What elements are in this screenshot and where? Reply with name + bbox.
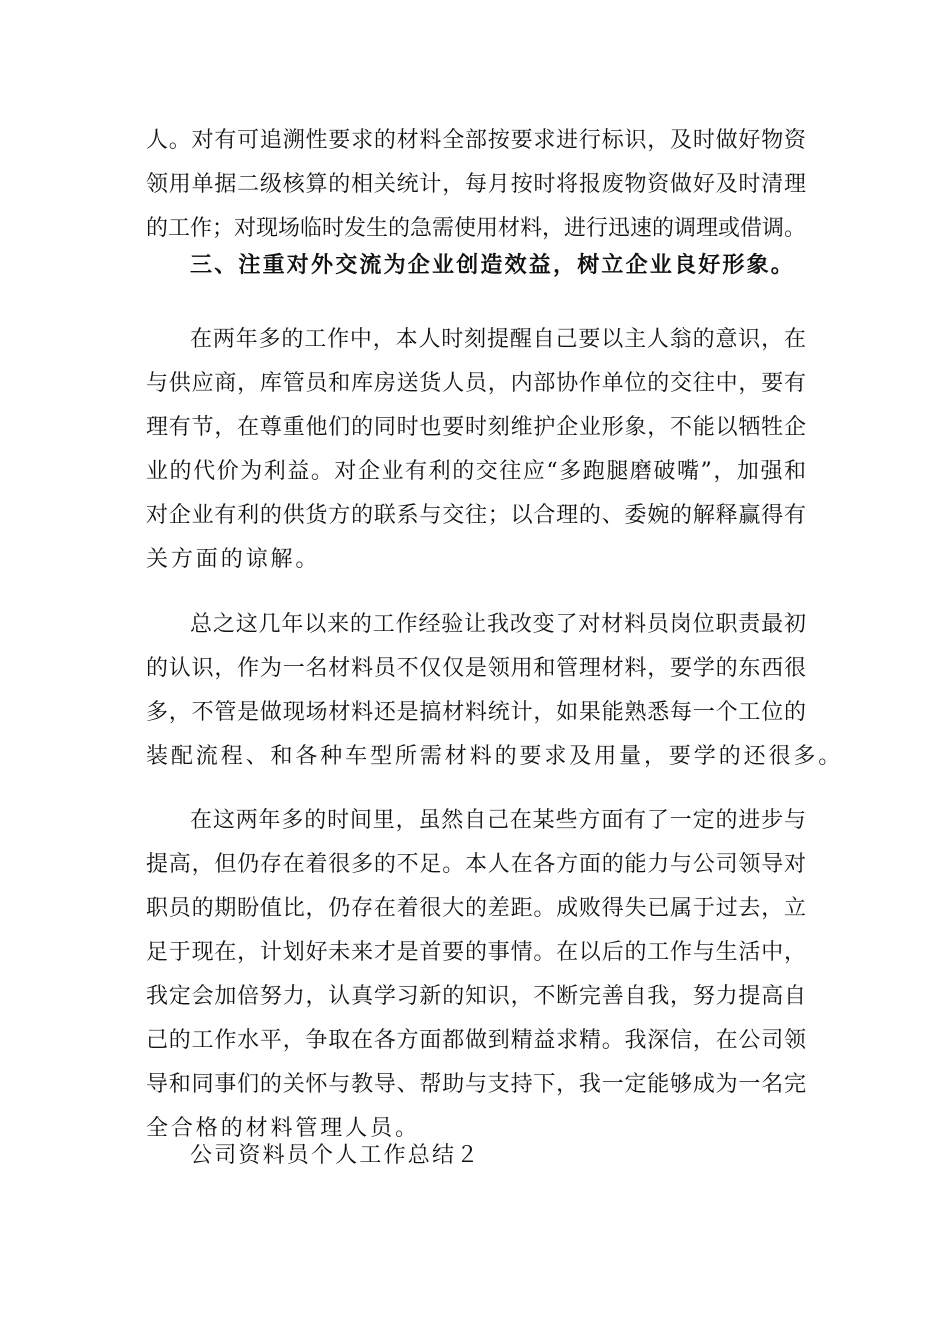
paragraph-future-plan	[146, 799, 806, 1151]
text-line: 理有节，在尊重他们的同时也要时刻维护企业形象，不能以牺牲企	[146, 415, 806, 440]
text-line: 业的代价为利益。对企业有利的交往应“多跑腿磨破嘴”，加强和	[146, 459, 806, 484]
text-line: 关方面的谅解。	[146, 547, 321, 572]
text-line: 己的工作水平，争取在各方面都做到精益求精。我深信，在公司领	[146, 1028, 806, 1053]
section-title-2	[146, 1134, 806, 1178]
heading-text: 三、注重对外交流为企业创造效益，树立企业良好形象。	[190, 252, 796, 278]
text-line: 提高，但仍存在着很多的不足。本人在各方面的能力与公司领导对	[146, 852, 806, 877]
text-line: 我定会加倍努力，认真学习新的知识，不断完善自我，努力提高自	[146, 984, 806, 1009]
text-line: 对企业有利的供货方的联系与交往；以合理的、委婉的解释赢得有	[146, 503, 806, 528]
text-line: 的工作；对现场临时发生的急需使用材料，进行迅速的调理或借调。	[146, 216, 807, 241]
section-title-text: 公司资料员个人工作总结２	[190, 1143, 481, 1168]
text-line: 的认识，作为一名材料员不仅仅是领用和管理材料，要学的东西很	[146, 656, 806, 681]
text-line: 在这两年多的时间里，虽然自己在某些方面有了一定的进步与	[190, 808, 806, 833]
paragraph-summary	[146, 603, 844, 779]
text-line: 足于现在，计划好未来才是首要的事情。在以后的工作与生活中，	[146, 940, 806, 965]
paragraph-external-exchange	[146, 318, 806, 582]
text-line: 领用单据二级核算的相关统计，每月按时将报废物资做好及时清理	[146, 172, 806, 197]
section-heading-3	[146, 243, 806, 287]
text-line: 人。对有可追溯性要求的材料全部按要求进行标识，及时做好物资	[146, 128, 806, 153]
text-line: 总之这几年以来的工作经验让我改变了对材料员岗位职责最初	[190, 612, 806, 637]
text-line: 职员的期盼值比，仍存在着很大的差距。成败得失已属于过去，立	[146, 896, 806, 921]
text-line: 全合格的材料管理人员。	[146, 1116, 420, 1141]
text-line: 在两年多的工作中，本人时刻提醒自己要以主人翁的意识，在	[190, 327, 806, 352]
text-line: 多，不管是做现场材料还是搞材料统计，如果能熟悉每一个工位的	[146, 700, 806, 725]
text-line: 与供应商，库管员和库房送货人员，内部协作单位的交往中，要有	[146, 371, 806, 396]
text-line: 导和同事们的关怀与教导、帮助与支持下，我一定能够成为一名完	[146, 1072, 806, 1097]
text-line: 装配流程、和各种车型所需材料的要求及用量，要学的还很多。	[146, 744, 844, 769]
paragraph-materials-end	[146, 119, 806, 251]
